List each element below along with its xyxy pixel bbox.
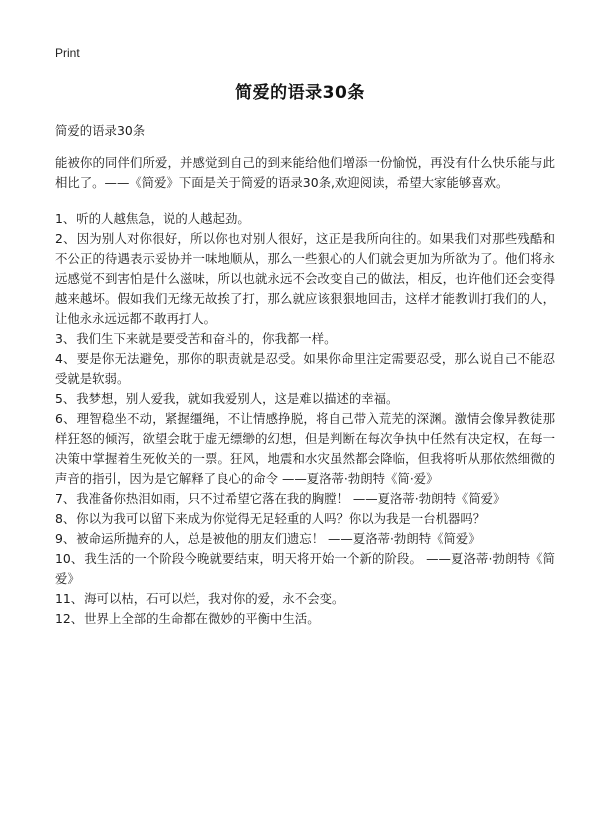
quote-item bbox=[55, 209, 555, 229]
quote-number: 2、 bbox=[55, 231, 76, 246]
quote-item bbox=[55, 489, 555, 509]
quote-text: 因为别人对你很好，所以你也对别人很好，这正是我所向往的。如果我们对那些残酷和不公正的待遇表示妥协并一味地顺从，那么一些狠心的人们就会更加为所欲为了。他们将永远感觉不到害怕是什么滋味，所以也就永远不会改变自己的做法，相反，也许他们还会变得越来越坏。假如我们无缘无故挨了打，那么就应该狠狠地回击，这样才能教训打我们的人，让他永永远远都不敢再打人。 bbox=[55, 231, 556, 326]
print-label: Print bbox=[55, 46, 80, 60]
article-body bbox=[55, 121, 555, 629]
quote-text: 我们生下来就是要受苦和奋斗的，你我都一样。 bbox=[76, 331, 337, 346]
quote-item bbox=[55, 549, 555, 589]
quote-text: 要是你无法避免，那你的职责就是忍受。如果你命里注定需要忍受，那么说自己不能忍受就是软弱。 bbox=[55, 351, 556, 386]
quote-number: 12、 bbox=[55, 611, 84, 626]
quote-number: 5、 bbox=[55, 391, 76, 406]
quote-number: 3、 bbox=[55, 331, 76, 346]
quote-text: 我准备你热泪如雨，只不过希望它落在我的胸膛！ ——夏洛蒂·勃朗特《简爱》 bbox=[76, 491, 506, 506]
quote-item bbox=[55, 389, 555, 409]
quote-number: 10、 bbox=[55, 551, 84, 566]
quote-item bbox=[55, 329, 555, 349]
quote-text: 我梦想，别人爱我，就如我爱别人，这是难以描述的幸福。 bbox=[76, 391, 399, 406]
quote-number: 6、 bbox=[55, 411, 76, 426]
page-title: 简爱的语录30条 bbox=[235, 83, 365, 103]
quote-number: 11、 bbox=[55, 591, 84, 606]
intro-paragraph: 能被你的同伴们所爱，并感觉到自己的到来能给他们增添一份愉悦，再没有什么快乐能与此相比了。——《简爱》下面是关于简爱的语录30条,欢迎阅读，希望大家能够喜欢。 bbox=[55, 155, 555, 190]
quote-item bbox=[55, 509, 555, 529]
quote-text: 听的人越焦急，说的人越起劲。 bbox=[76, 211, 250, 226]
quote-number: 4、 bbox=[55, 351, 76, 366]
quote-number: 7、 bbox=[55, 491, 76, 506]
quote-item bbox=[55, 409, 555, 489]
quote-text: 你以为我可以留下来成为你觉得无足轻重的人吗？你以为我是一台机器吗？ bbox=[76, 511, 486, 526]
quote-text: 被命运所抛弃的人，总是被他的朋友们遗忘！ ——夏洛蒂·勃朗特《简爱》 bbox=[76, 531, 481, 546]
quote-text: 我生活的一个阶段今晚就要结束，明天将开始一个新的阶段。 ——夏洛蒂·勃朗特《简爱》 bbox=[55, 551, 555, 586]
quote-text: 理智稳坐不动，紧握缰绳，不让情感挣脱，将自己带入荒芜的深渊。激情会像异教徒那样狂怒的倾泻，欲望会耽于虚无缥缈的幻想，但是判断在每次争执中任然有决定权，在每一决策中掌握着生死攸关的一票。狂风，地震和水灾虽然都会降临，但我将听从那依然细微的声音的指引，因为是它解释了良心的命令 ——夏洛蒂·勃朗特《简·爱》 bbox=[55, 411, 556, 486]
quote-item bbox=[55, 349, 555, 389]
quote-text: 世界上全部的生命都在微妙的平衡中生活。 bbox=[84, 611, 320, 626]
quote-item bbox=[55, 229, 555, 329]
quote-item bbox=[55, 609, 555, 629]
quote-number: 8、 bbox=[55, 511, 76, 526]
quote-item bbox=[55, 589, 555, 609]
quote-item bbox=[55, 529, 555, 549]
quote-number: 9、 bbox=[55, 531, 76, 546]
article-subtitle: 简爱的语录30条 bbox=[55, 123, 146, 138]
quote-text: 海可以枯，石可以烂，我对你的爱，永不会变。 bbox=[84, 591, 345, 606]
quote-number: 1、 bbox=[55, 211, 76, 226]
